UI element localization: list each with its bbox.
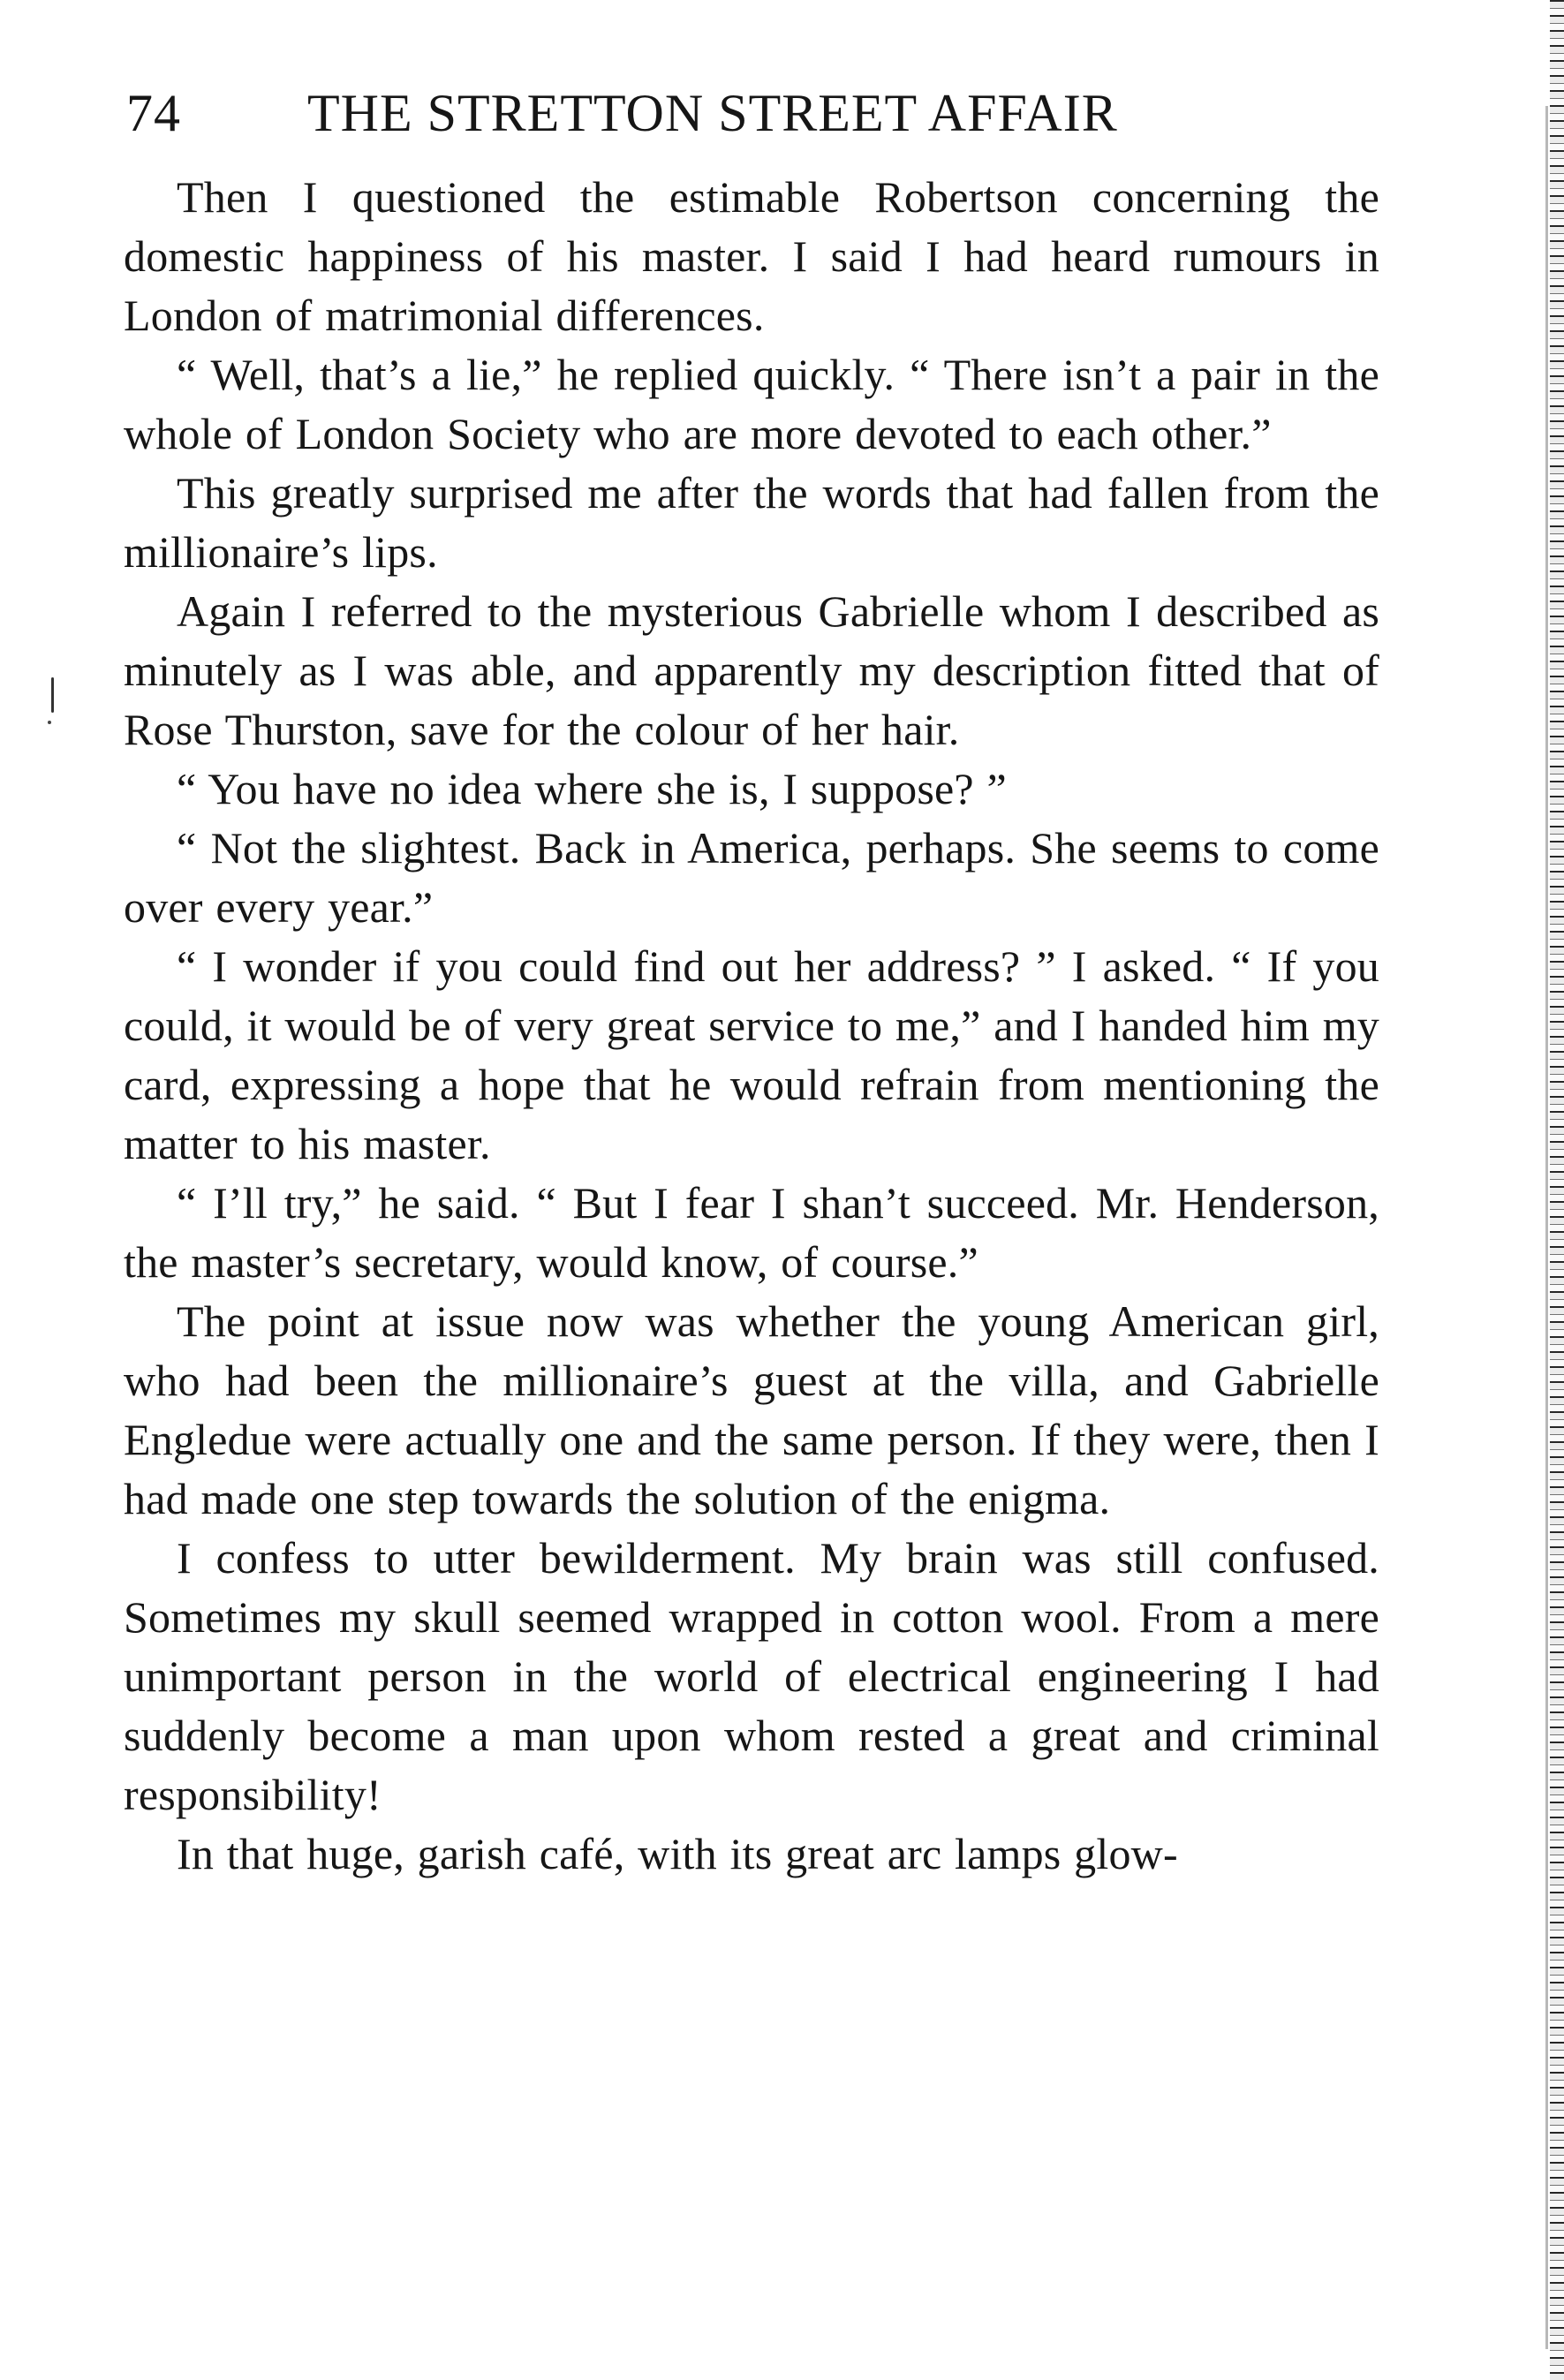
paragraph: “ Well, that’s a lie,” he replied quickly. “ There isn’t a pair in the whole of London Society who are more devoted to each other.”: [124, 350, 1379, 458]
margin-scan-dot: [48, 721, 51, 724]
paragraph: “ I’ll try,” he said. “ But I fear I shan’t succeed. Mr. Henderson, the master’s secretary, would know, of course.”: [124, 1178, 1379, 1287]
running-title: THE STRETTON STREET AFFAIR: [307, 84, 1118, 142]
paragraph: This greatly surprised me after the words that had fallen from the millionaire’s lips.: [124, 468, 1379, 577]
paragraph: Then I questioned the estimable Robertson concerning the domestic happiness of his master. I said I had heard rumours in London of matrimonial differences.: [124, 172, 1379, 340]
margin-scan-mark: [51, 677, 54, 713]
paragraph: The point at issue now was whether the young American girl, who had been the millionaire’s guest at the villa, and Gabrielle Engledue were actually one and the same person. If they were, then I had made one step towards the solution of the enigma.: [124, 1296, 1379, 1523]
paragraph: “ I wonder if you could find out her address? ” I asked. “ If you could, it would be of very great service to me,” and I handed him my card, expressing a hope that he would refrain from mentioning the matter to his master.: [124, 941, 1379, 1168]
page-header: [126, 78, 1398, 148]
page-edge-scan: [1550, 0, 1564, 2380]
paragraph: In that huge, garish café, with its great arc lamps glow-: [177, 1829, 1178, 1878]
paragraph: I confess to utter bewilderment. My brain was still confused. Sometimes my skull seemed wrapped in cotton wool. From a mere unimportant person in the world of electrical engineering I had suddenly become a man upon whom rested a great and criminal responsibility!: [124, 1533, 1379, 1819]
paragraph: “ You have no idea where she is, I suppose? ”: [177, 764, 1007, 813]
paragraph: “ Not the slightest. Back in America, perhaps. She seems to come over every year.”: [124, 823, 1379, 932]
paragraph: Again I referred to the mysterious Gabrielle whom I described as minutely as I was able, and apparently my description fitted that of Rose Thurston, save for the colour of her hair.: [124, 586, 1379, 754]
page-edge-shadow: [1545, 106, 1548, 2349]
page-number: 74: [126, 84, 181, 142]
body-text: [124, 168, 1379, 1884]
